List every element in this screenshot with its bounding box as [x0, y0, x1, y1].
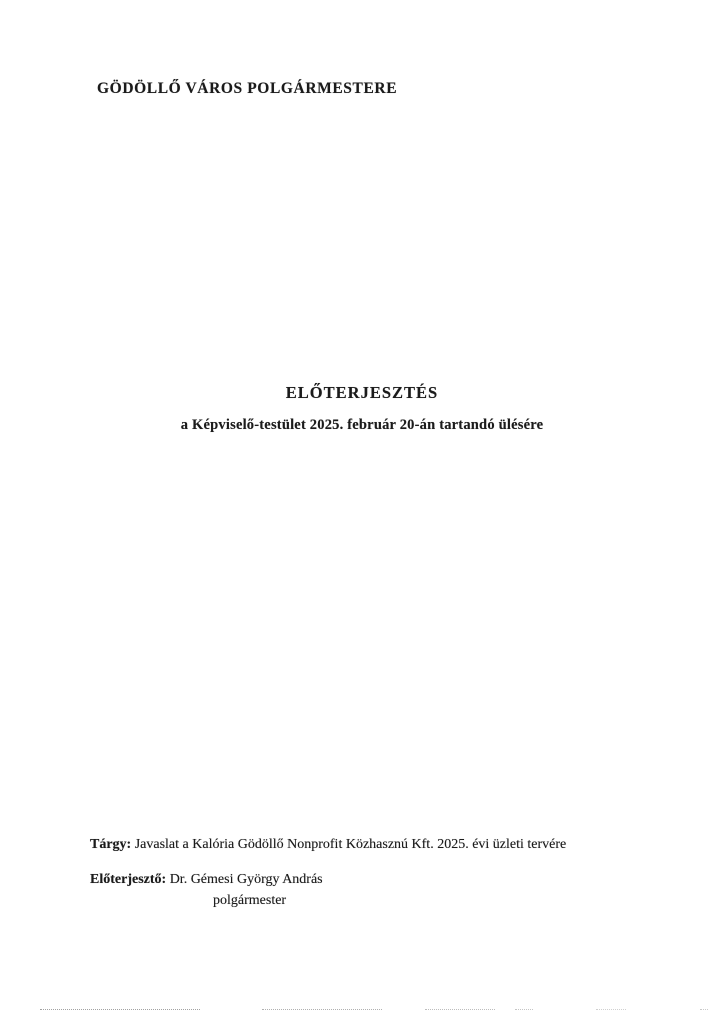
title-block: [0, 383, 724, 434]
document-title: ELŐTERJESZTÉS: [285, 383, 439, 402]
document-header: GÖDÖLLŐ VÁROS POLGÁRMESTERE: [97, 80, 398, 97]
presenter-title: polgármester: [213, 892, 287, 908]
presenter-label: Előterjesztő:: [90, 871, 167, 887]
presenter-line: [90, 871, 650, 890]
subject-label: Tárgy:: [90, 837, 132, 852]
document-meta-block: [90, 836, 650, 911]
subject-line: [90, 836, 650, 855]
presenter-name: Dr. Gémesi György András: [169, 871, 323, 887]
document-subtitle: a Képviselő-testület 2025. február 20-án tartandó ülésére: [180, 417, 544, 433]
scan-noise-line: [0, 1009, 724, 1013]
subject-text: Javaslat a Kalória Gödöllő Nonprofit Közhasznú Kft. 2025. évi üzleti tervére: [134, 837, 567, 852]
